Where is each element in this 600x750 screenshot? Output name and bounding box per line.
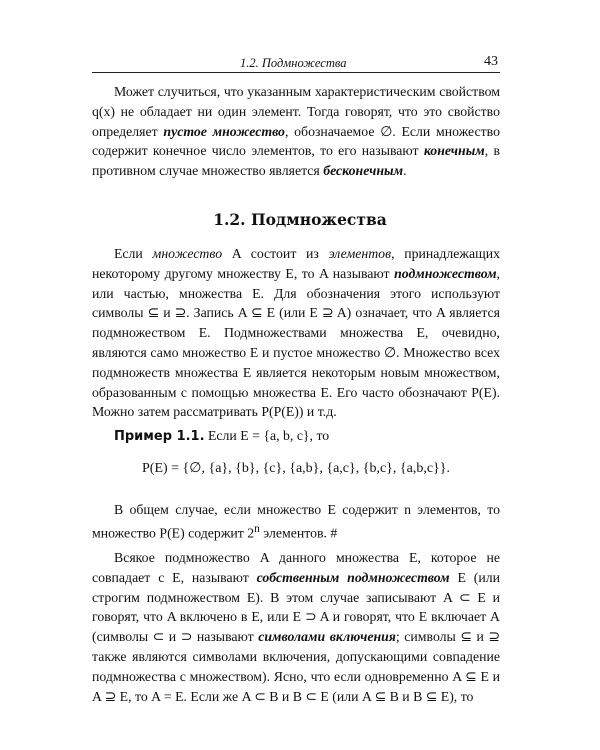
term-inclusion-symbols: символами включения [258,629,396,645]
term-subset: подмножеством [394,265,497,281]
power-set-formula: P(E) = {∅, {a}, {b}, {c}, {a,b}, {a,c}, {b,c}, {a,b,c}}. [142,461,450,476]
paragraph-empty-set: Может случиться, что указанным характеристическим свойством q(x) не обладает ни один элемент. Тогда говорят, что это свойство определяет пустое множество, обозначаемое ∅. Если множество содержит конечное число элементов, то его называют конечным, в противном случае множество является бесконечным. [92,84,500,179]
paragraph-subsets: Если множество A состоит из элементов, принадлежащих некоторому другому множеству E, то A называют подмножеством, или частью, множества E. Для обозначения этого используют символы ⊆ и ⊇. Запись A ⊆ E (или E ⊇ A) означает, что A является подмножеством E. Подмножествами множества E, очевидно, являются само множество E и пустое множество ∅. Множество всех подмножеств множества E является некоторым новым множеством, образованным с помощью множества E. Его часто обозначают P(E). Можно затем рассматривать P(P(E)) и т.д. [92,246,500,420]
term-empty-set: пустое множество [163,123,285,139]
running-head [92,50,500,73]
example-label: Пример 1.1. [114,429,205,444]
paragraph-power-set-size: В общем случае, если множество E содержит n элементов, то множество P(E) содержит 2$^n$ элементов. # [92,502,500,541]
paragraph-proper-subsets: Всякое подмножество A данного множества E, которое не совпадает с E, называют собственным подмножеством E (или строгим подмножеством E). В этом случае записывают A ⊂ E и говорят, что A включено в E, или E ⊃ A и говорят, что E включает A (символы ⊂ и ⊃ называют символами включения; символы ⊆ и ⊇ также являются символами включения, допускающими совпадение подмножества с множеством). Ясно, что если одновременно A ⊆ E и A ⊇ E, то A = E. Если же A ⊂ B и B ⊂ E (или A ⊆ B и B ⊆ E), то [92,550,500,704]
running-head-title: 1.2. Подмножества [240,56,347,70]
section-heading: 1.2. Подмножества [213,210,387,229]
term-infinite: бесконечным [323,163,404,179]
example-1-1: Пример 1.1. Если E = {a, b, c}, то [114,428,330,444]
page-number: 43 [484,54,498,69]
term-finite: конечным [423,143,485,159]
term-proper-subset: собственным подмножеством [256,569,450,585]
